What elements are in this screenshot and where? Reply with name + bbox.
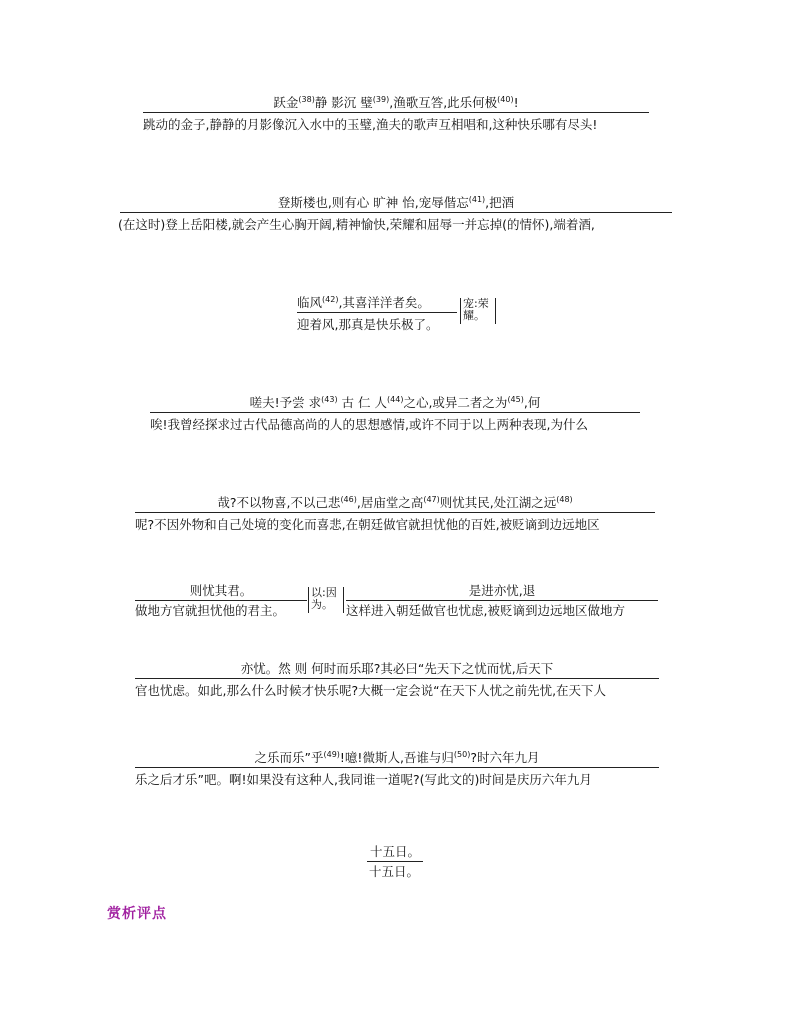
orig-seg: 是进亦忧,退 [468, 583, 536, 598]
orig-seg: 影沉 [331, 95, 361, 110]
translation-line-6a: 做地方官就担忧他的君主。 [135, 603, 286, 618]
translation-line-1: 跳动的金子,静静的月影像沉入水中的玉璧,渔夫的歌声互相唱和,这种快乐哪有尽头! [143, 117, 598, 132]
footnote-ref: (42) [322, 294, 339, 304]
orig-seg: 仁 [358, 395, 375, 410]
original-line-8 [135, 750, 659, 768]
translation-line-2: (在这时)登上岳阳楼,就会产生心胸开阔,精神愉快,荣耀和屈辱一并忘掉(的情怀),端着酒, [118, 217, 595, 232]
orig-seg: 则 [294, 661, 312, 676]
orig-seg: ,渔歌互答,此乐何极 [389, 95, 498, 110]
orig-seg: ,其喜洋洋者矣。 [338, 295, 430, 310]
footnote-ref: (47) [423, 494, 440, 504]
orig-seg: 则忧其民,处江湖之远 [439, 495, 557, 510]
orig-seg: 哉?不以物喜,不以己悲 [217, 495, 341, 510]
orig-seg: 求 [308, 395, 322, 410]
footnote-ref: (41) [468, 194, 486, 204]
orig-seg: 璧 [360, 95, 373, 110]
orig-seg: !噫!微斯人,吾谁与归 [339, 750, 454, 765]
translation-line-9: 十五日。 [369, 864, 420, 879]
original-line-7 [135, 661, 659, 679]
footnote-ref: (38) [298, 94, 315, 104]
original-line-6b [346, 583, 658, 601]
orig-seg: 之心,或异二者之为 [403, 395, 508, 410]
orig-seg: 嗟夫!予尝 [249, 395, 309, 410]
translation-line-8: 乐之后才乐”吧。啊!如果没有这种人,我同谁一道呢?(写此文的)时间是庆历六年九月 [135, 772, 592, 787]
original-line-6a [135, 583, 307, 601]
orig-seg: 怡,宠辱偕忘 [402, 195, 469, 210]
orig-seg: 之乐而乐”乎 [254, 750, 324, 765]
orig-seg: 旷神 [373, 195, 403, 210]
footnote-ref: (50) [453, 749, 471, 759]
original-line-2 [120, 195, 672, 213]
orig-seg: 何时而乐耶?其必曰“先天下之忧而忧,后天下 [311, 661, 554, 676]
footnote-ref: (46) [340, 494, 357, 504]
orig-seg: 静 [314, 95, 332, 110]
orig-seg: 人 [374, 395, 388, 410]
orig-seg: 跃金 [273, 95, 299, 110]
translation-line-3: 迎着风,那真是快乐极了。 [297, 317, 439, 332]
translation-line-4: 唉!我曾经探求过古代品德高尚的人的思想感情,或许不同于以上两种表现,为什么 [150, 417, 588, 432]
orig-seg: ! [513, 95, 519, 110]
orig-seg: ,何 [523, 395, 541, 410]
footnote-ref: (40) [497, 94, 514, 104]
annotation-note: 宠:荣耀。 [460, 298, 496, 324]
footnote-ref: (39) [372, 94, 390, 104]
orig-seg: ,居庙堂之高 [356, 495, 424, 510]
orig-seg: 则忧其君。 [189, 583, 253, 598]
footnote-ref: (49) [323, 749, 340, 759]
orig-seg: ,把酒 [485, 195, 515, 210]
orig-seg: 十五日。 [369, 844, 420, 859]
footnote-ref: (48) [556, 494, 573, 504]
section-title: 赏析评点 [107, 906, 167, 922]
original-line-3 [297, 295, 457, 313]
original-line-4 [150, 395, 640, 413]
orig-seg: 亦忧。然 [240, 661, 295, 676]
orig-seg: 登斯楼也,则有心 [277, 195, 374, 210]
translation-line-7: 官也忧虑。如此,那么什么时候才快乐呢?大概一定会说“在天下人忧之前先忧,在天下人 [135, 683, 607, 698]
translation-line-5: 呢?不因外物和自己处境的变化而喜悲,在朝廷做官就担忧他的百姓,被贬谪到边远地区 [135, 517, 600, 532]
annotation-note: 以:因为。 [308, 587, 344, 613]
orig-seg: ?时六年九月 [470, 750, 540, 765]
original-line-1 [143, 95, 649, 113]
original-line-5 [135, 495, 655, 513]
translation-line-6b: 这样进入朝廷做官也忧虑,被贬谪到边远地区做地方 [346, 603, 625, 618]
footnote-ref: (44) [387, 394, 404, 404]
footnote-ref: (45) [507, 394, 524, 404]
footnote-ref: (43) [321, 394, 338, 404]
original-line-9 [367, 844, 423, 862]
orig-seg: 古 [337, 395, 359, 410]
orig-seg: 临风 [297, 295, 323, 310]
